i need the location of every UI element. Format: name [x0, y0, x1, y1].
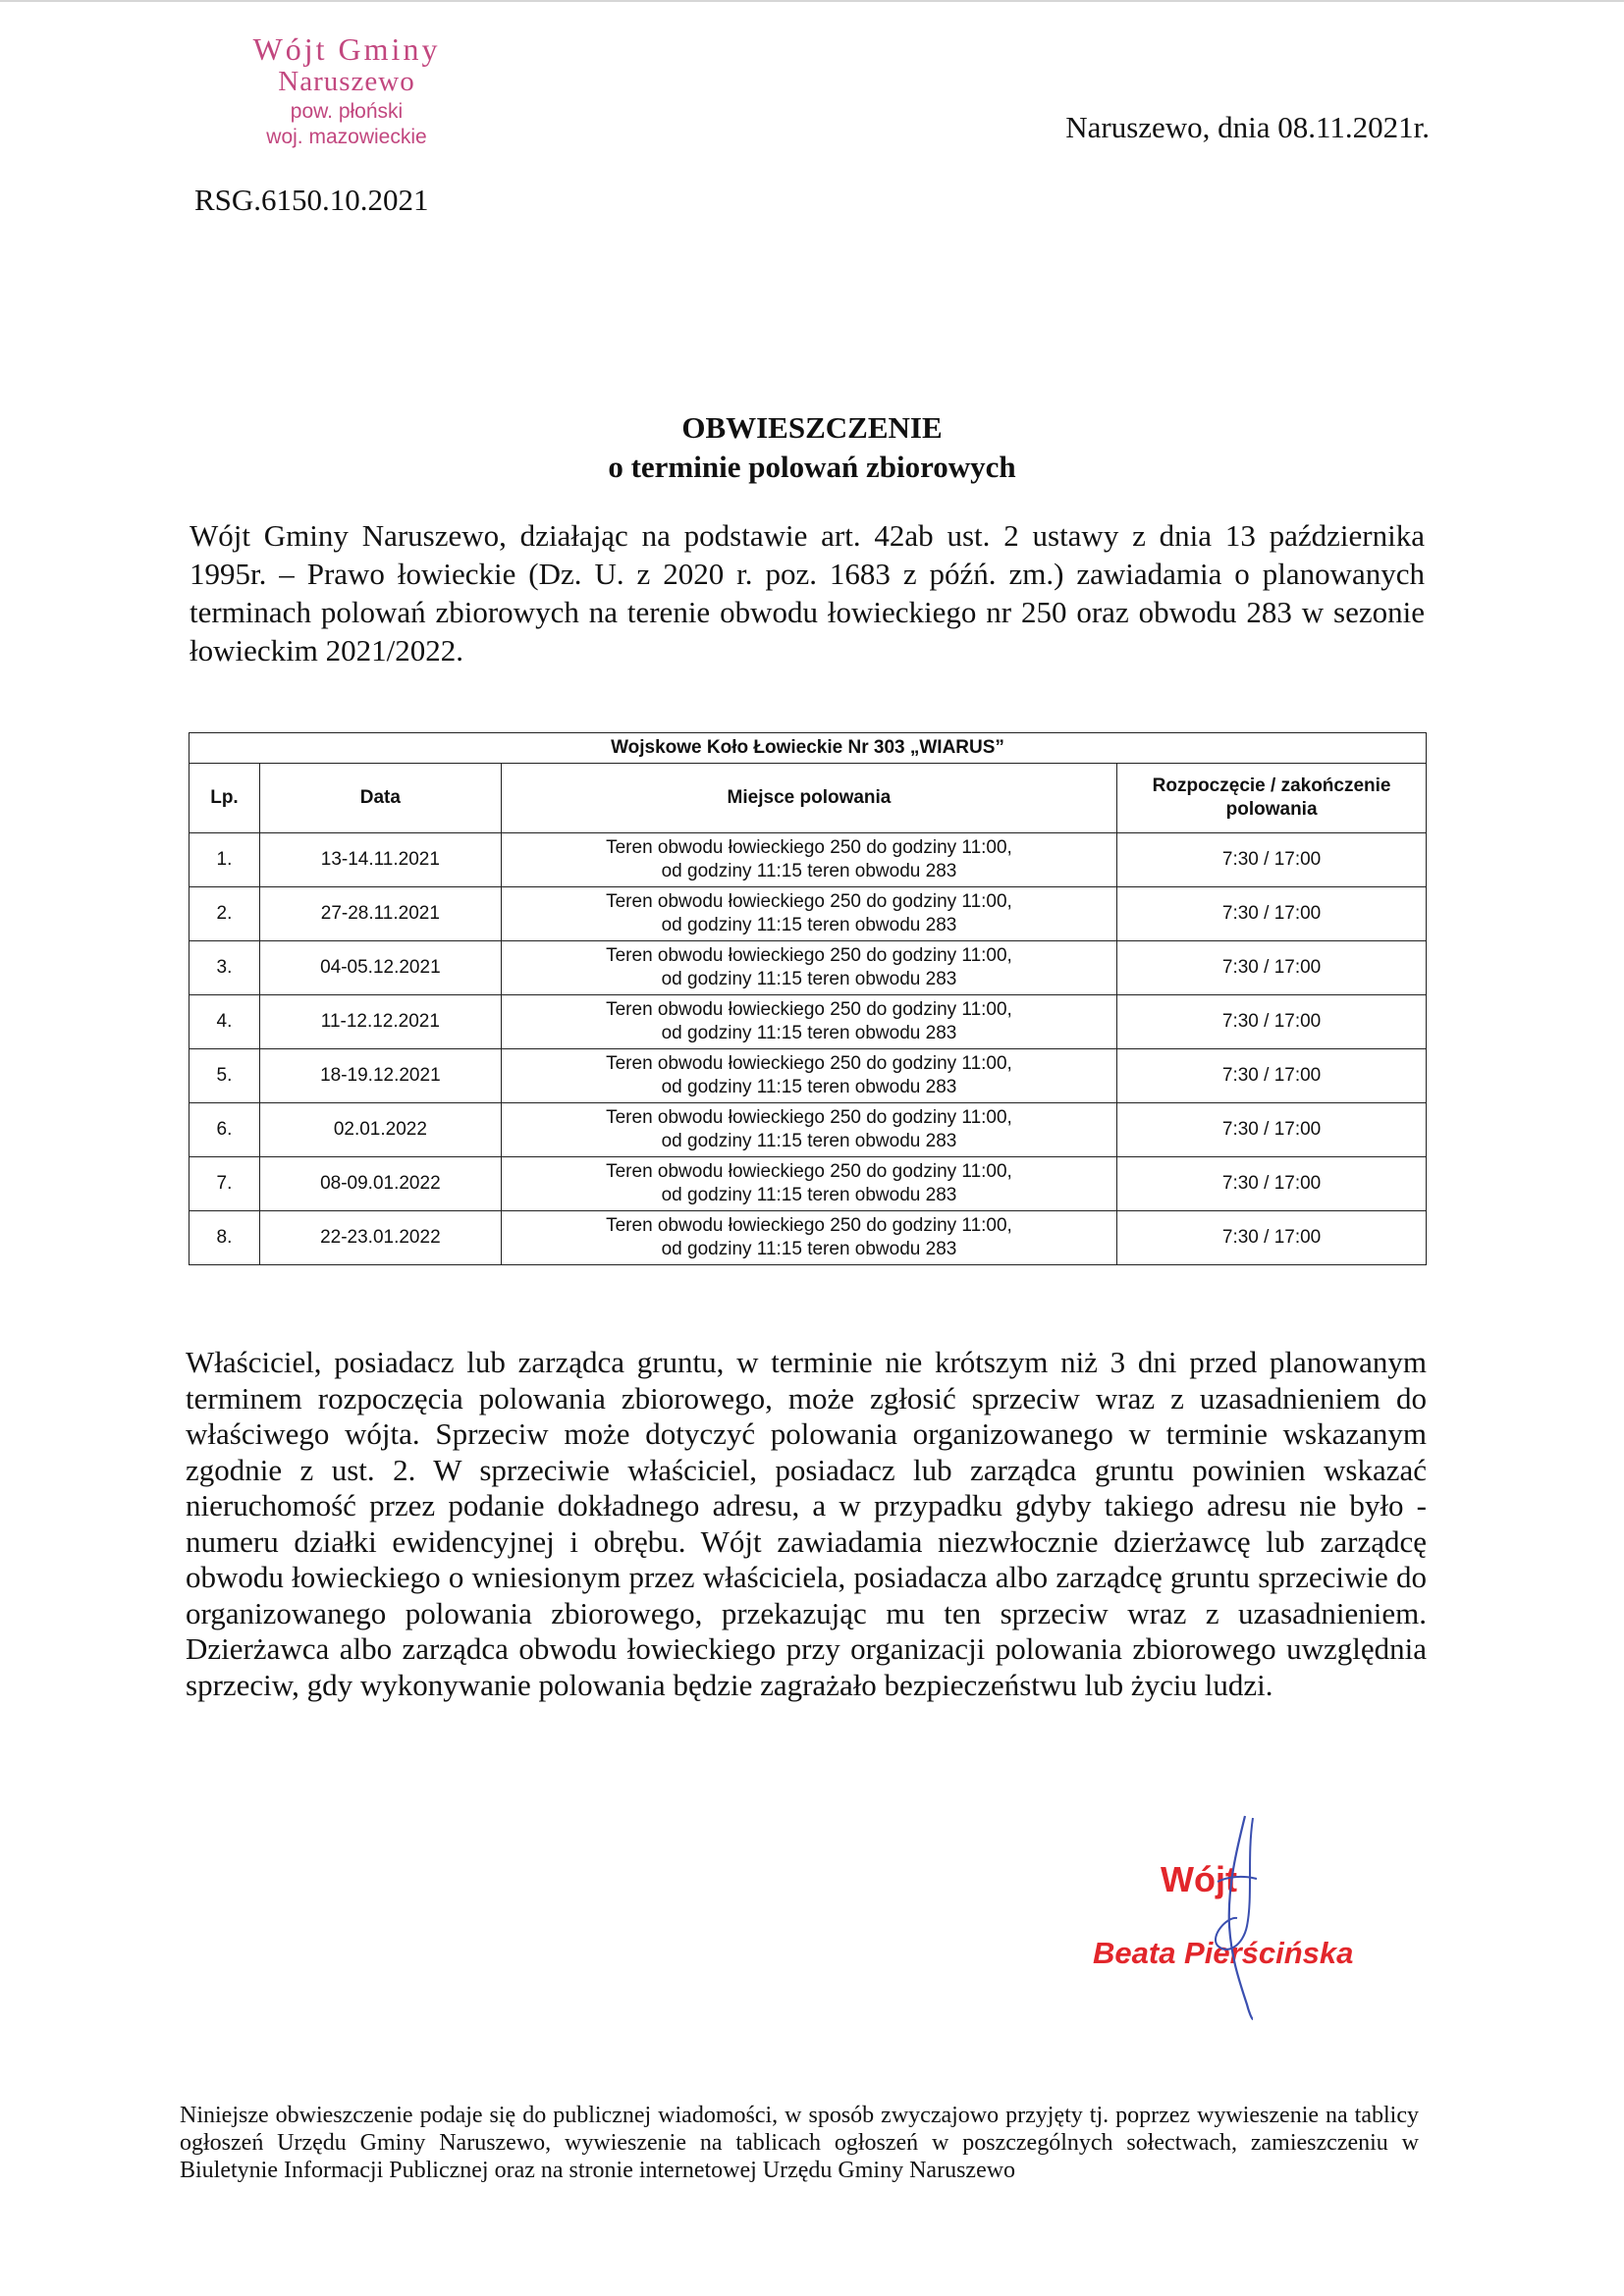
document-date: Naruszewo, dnia 08.11.2021r.	[1065, 110, 1430, 144]
cell-lp: 5.	[189, 1049, 260, 1103]
cell-date: 04-05.12.2021	[259, 941, 501, 995]
stamp-line-4: woj. mazowieckie	[266, 126, 427, 148]
cell-time: 7:30 / 17:00	[1117, 1103, 1427, 1157]
cell-time: 7:30 / 17:00	[1117, 941, 1427, 995]
cell-place	[501, 1049, 1116, 1103]
cell-lp: 8.	[189, 1211, 260, 1265]
place-line-2: od godziny 11:15 teren obwodu 283	[661, 861, 957, 881]
column-header-lp: Lp.	[189, 764, 260, 833]
table-row	[189, 995, 1427, 1049]
place-line-2: od godziny 11:15 teren obwodu 283	[661, 1131, 957, 1151]
cell-place	[501, 995, 1116, 1049]
column-header-time: Rozpoczęcie / zakończenie polowania	[1117, 764, 1427, 833]
cell-place	[501, 941, 1116, 995]
hunting-schedule-table	[189, 732, 1427, 1265]
cell-time: 7:30 / 17:00	[1117, 995, 1427, 1049]
stamp-line-1: Wójt Gminy	[252, 31, 441, 67]
cell-date: 18-19.12.2021	[259, 1049, 501, 1103]
table-caption-row	[189, 733, 1427, 764]
place-line-2: od godziny 11:15 teren obwodu 283	[661, 1077, 957, 1097]
column-header-place: Miejsce polowania	[501, 764, 1116, 833]
cell-lp: 7.	[189, 1157, 260, 1211]
place-line-1: Teren obwodu łowieckiego 250 do godziny 11:00,	[606, 1107, 1012, 1128]
cell-place	[501, 833, 1116, 887]
place-line-2: od godziny 11:15 teren obwodu 283	[661, 915, 957, 935]
cell-time: 7:30 / 17:00	[1117, 1211, 1427, 1265]
place-line-1: Teren obwodu łowieckiego 250 do godziny 11:00,	[606, 999, 1012, 1020]
cell-place	[501, 1157, 1116, 1211]
place-line-2: od godziny 11:15 teren obwodu 283	[661, 1185, 957, 1205]
publication-note: Niniejsze obwieszczenie podaje się do publicznej wiadomości, w sposób zwyczajowo przyjęty tj. poprzez wywieszenie na tablicy ogłoszeń Urzędu Gminy Naruszewo, wywieszenie na tablicach ogłoszeń w poszczególnych sołectwach, zamieszczeniu w Biuletynie Informacji Publicznej oraz na stronie internetowej Urzędu Gminy Naruszewo	[180, 2103, 1419, 2183]
table-header-row	[189, 764, 1427, 833]
place-line-2: od godziny 11:15 teren obwodu 283	[661, 1239, 957, 1259]
cell-lp: 4.	[189, 995, 260, 1049]
stamp-line-3: pow. płoński	[290, 100, 404, 123]
cell-place	[501, 1211, 1116, 1265]
place-line-2: od godziny 11:15 teren obwodu 283	[661, 969, 957, 989]
column-header-date: Data	[259, 764, 501, 833]
cell-time: 7:30 / 17:00	[1117, 833, 1427, 887]
cell-date: 22-23.01.2022	[259, 1211, 501, 1265]
signature-name: Beata Pierścińska	[1093, 1936, 1354, 1970]
signature-role: Wójt	[1161, 1859, 1237, 1899]
table-row	[189, 1157, 1427, 1211]
cell-lp: 2.	[189, 887, 260, 941]
objection-paragraph: Właściciel, posiadacz lub zarządca gruntu, w terminie nie krótszym niż 3 dni przed planowanym terminem rozpoczęcia polowania zbiorowego, może zgłosić sprzeciw wraz z uzasadnieniem do właściwego wójta. Sprzeciw może dotyczyć polowania organizowanego w terminie wskazanym zgodnie z ust. 2. W sprzeciwie właściciel, posiadacz lub zarządca gruntu powinien wskazać nieruchomość przez podanie dokładnego adresu, a w przypadku gdyby takiego adresu nie było - numeru działki ewidencyjnej i obrębu. Wójt zawiadamia niezwłocznie dzierżawcę lub zarządcę obwodu łowieckiego o wniesionym przez właściciela, posiadacza albo zarządcę gruntu sprzeciwie do organizowanego polowania zbiorowego, przekazując mu ten sprzeciw wraz z uzasadnieniem. Dzierżawca albo zarządca obwodu łowieckiego przy organizacji polowania zbiorowego uwzględnia sprzeciw, gdy wykonywanie polowania będzie zagrażało bezpieczeństwu lub życiu ludzi.	[186, 1345, 1427, 1702]
cell-lp: 6.	[189, 1103, 260, 1157]
table-row	[189, 1103, 1427, 1157]
place-line-1: Teren obwodu łowieckiego 250 do godziny 11:00,	[606, 945, 1012, 966]
signature-block	[1080, 1808, 1375, 2034]
cell-date: 11-12.12.2021	[259, 995, 501, 1049]
cell-date: 27-28.11.2021	[259, 887, 501, 941]
cell-time: 7:30 / 17:00	[1117, 887, 1427, 941]
cell-place	[501, 1103, 1116, 1157]
document-subtitle: o terminie polowań zbiorowych	[608, 450, 1016, 484]
cell-date: 13-14.11.2021	[259, 833, 501, 887]
document-title: OBWIESZCZENIE	[681, 410, 943, 445]
scan-edge-line	[0, 0, 1624, 2]
cell-lp: 1.	[189, 833, 260, 887]
table-row	[189, 1211, 1427, 1265]
table-row	[189, 887, 1427, 941]
office-stamp	[214, 31, 479, 149]
table-row	[189, 833, 1427, 887]
cell-place	[501, 887, 1116, 941]
place-line-1: Teren obwodu łowieckiego 250 do godziny 11:00,	[606, 891, 1012, 912]
cell-time: 7:30 / 17:00	[1117, 1157, 1427, 1211]
table-caption: Wojskowe Koło Łowieckie Nr 303 „WIARUS”	[189, 733, 1427, 764]
reference-number: RSG.6150.10.2021	[194, 183, 429, 217]
place-line-2: od godziny 11:15 teren obwodu 283	[661, 1023, 957, 1043]
place-line-1: Teren obwodu łowieckiego 250 do godziny 11:00,	[606, 1161, 1012, 1182]
table-body	[189, 833, 1427, 1265]
cell-lp: 3.	[189, 941, 260, 995]
stamp-line-2: Naruszewo	[278, 66, 415, 97]
place-line-1: Teren obwodu łowieckiego 250 do godziny 11:00,	[606, 1053, 1012, 1074]
cell-time: 7:30 / 17:00	[1117, 1049, 1427, 1103]
handwritten-signature-icon	[1080, 1808, 1375, 2034]
table-row	[189, 1049, 1427, 1103]
cell-date: 02.01.2022	[259, 1103, 501, 1157]
place-line-1: Teren obwodu łowieckiego 250 do godziny 11:00,	[606, 837, 1012, 858]
place-line-1: Teren obwodu łowieckiego 250 do godziny 11:00,	[606, 1215, 1012, 1236]
cell-date: 08-09.01.2022	[259, 1157, 501, 1211]
table-row	[189, 941, 1427, 995]
intro-paragraph: Wójt Gminy Naruszewo, działając na podstawie art. 42ab ust. 2 ustawy z dnia 13 października 1995r. – Prawo łowieckie (Dz. U. z 2020 r. poz. 1683 z późń. zm.) zawiadamia o planowanych terminach polowań zbiorowych na terenie obwodu łowieckiego nr 250 oraz obwodu 283 w sezonie łowieckim 2021/2022.	[189, 518, 1425, 667]
